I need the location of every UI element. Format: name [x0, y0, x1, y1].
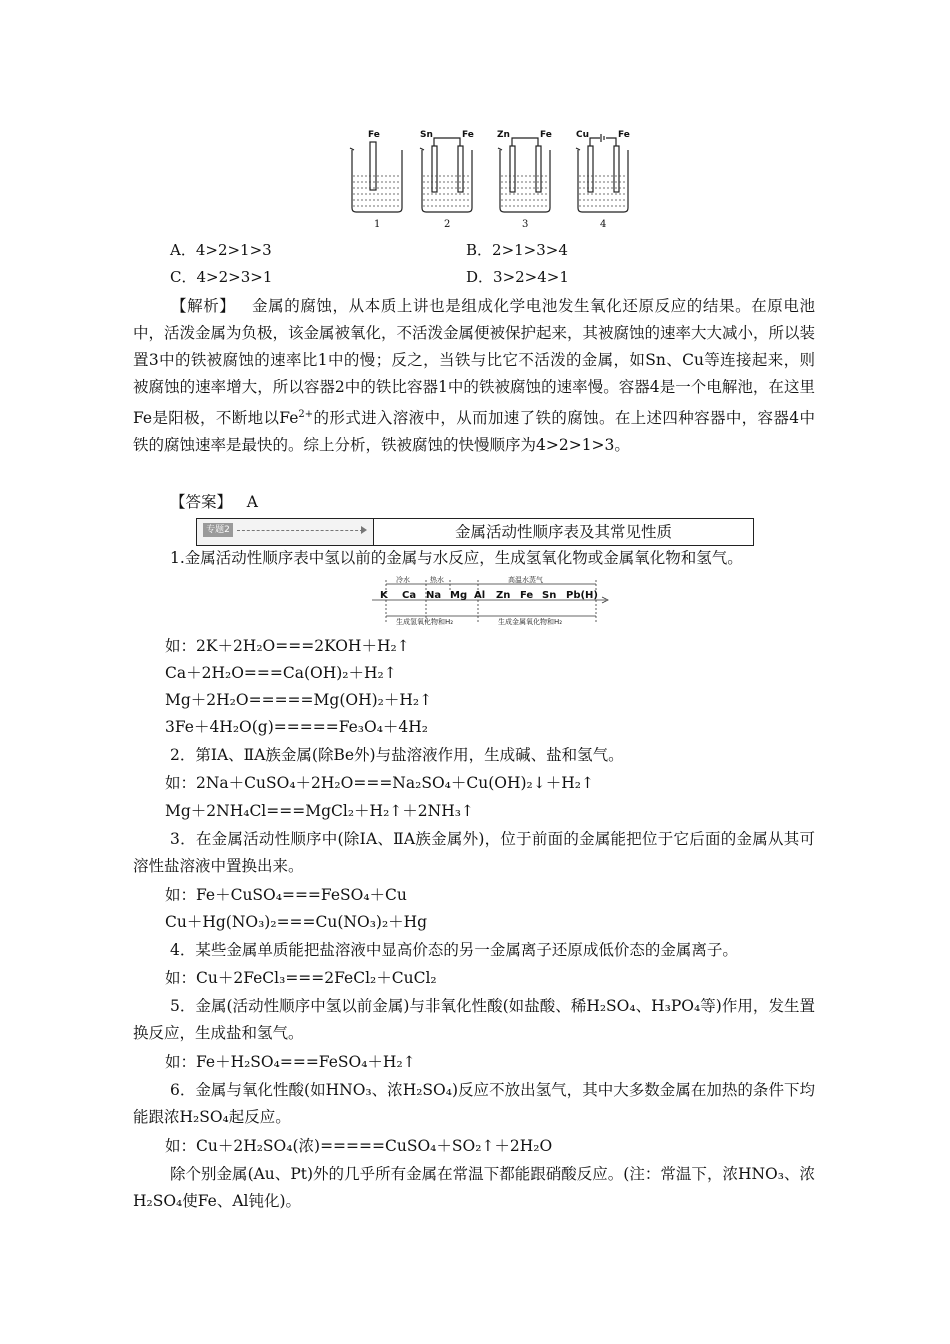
point-3: 3．在金属活动性顺序中(除ⅠA、ⅡA族金属外)，位于前面的金属能把位于它后面的金属从其可溶性盐溶液中置换出来。: [133, 830, 815, 875]
topic-tag: [197, 519, 374, 545]
equation-6: Mg＋2NH₄Cl===MgCl₂＋H₂↑＋2NH₃↑: [165, 802, 474, 820]
point-4: 4．某些金属单质能把盐溶液中显高价态的另一金属离子还原成低价态的金属离子。: [170, 941, 738, 959]
point-2: 2．第ⅠA、ⅡA族金属(除Be外)与盐溶液作用，生成碱、盐和氢气。: [170, 746, 624, 764]
label-fe-3: Fe: [540, 130, 552, 140]
point-6: 6．金属与氧化性酸(如HNO₃、浓H₂SO₄)反应不放出氢气，其中大多数金属在加热的条件下均能跟浓H₂SO₄起反应。: [133, 1081, 815, 1126]
topic-badge: 专题2: [203, 523, 233, 537]
label-sn: Sn: [420, 130, 433, 140]
equation-3: Mg＋2H₂O=====Mg(OH)₂＋H₂↑: [165, 691, 433, 709]
option-a: A．4>2>1>3: [170, 241, 272, 259]
analysis-paragraph: [133, 293, 815, 459]
point-5: 5．金属(活动性顺序中氢以前金属)与非氧化性酸(如盐酸、稀H₂SO₄、H₃PO₄等)作用，发生置换反应，生成盐和氢气。: [133, 997, 815, 1042]
arrow-right-icon: [361, 526, 367, 534]
note-paragraph: 除个别金属(Au、Pt)外的几乎所有金属在常温下都能跟硝酸反应。(注：常温下，浓HNO₃、浓H₂SO₄使Fe、Al钝化)。: [133, 1165, 815, 1210]
label-fe-4: Fe: [618, 130, 630, 140]
equation-11: 如：Cu＋2H₂SO₄(浓)=====CuSO₄＋SO₂↑＋2H₂O: [165, 1137, 553, 1155]
point-1: 1.金属活动性顺序表中氢以前的金属与水反应，生成氢氧化物或金属氧化物和氢气。: [170, 549, 743, 567]
label-hydroxide: 生成氢氧化物和H₂: [396, 618, 454, 626]
beaker-diagram: [340, 128, 630, 232]
beaker-number-3: 3: [522, 219, 529, 230]
metal-zn: Zn: [496, 590, 511, 601]
metal-na: Na: [426, 590, 442, 601]
analysis-label: 【解析】: [171, 297, 236, 315]
metal-fe: Fe: [520, 590, 534, 601]
option-b: B．2>1>3>4: [466, 241, 568, 259]
answer-label: 【答案】: [170, 493, 233, 511]
option-c: C．4>2>3>1: [170, 268, 273, 286]
metal-pb-h: Pb(H): [566, 590, 598, 601]
answer-value: A: [246, 493, 258, 511]
topic-header: [196, 518, 754, 546]
beaker-number-2: 2: [444, 219, 451, 230]
equation-5: 如：2Na＋CuSO₄＋2H₂O===Na₂SO₄＋Cu(OH)₂↓＋H₂↑: [165, 774, 594, 792]
option-d: D．3>2>4>1: [466, 268, 569, 286]
topic-title: 金属活动性顺序表及其常见性质: [454, 523, 672, 541]
label-cold-water: 冷水: [396, 576, 410, 584]
metal-al: Al: [474, 590, 486, 601]
beaker-number-1: 1: [374, 219, 381, 230]
label-fe-2: Fe: [462, 130, 474, 140]
equation-10: 如：Fe＋H₂SO₄===FeSO₄＋H₂↑: [165, 1053, 416, 1071]
label-zn: Zn: [497, 130, 510, 140]
activity-series-svg: [370, 574, 610, 630]
equation-2: Ca＋2H₂O===Ca(OH)₂＋H₂↑: [165, 664, 397, 682]
label-fe-1: Fe: [368, 130, 380, 140]
equation-9: 如：Cu＋2FeCl₃===2FeCl₂＋CuCl₂: [165, 969, 437, 987]
analysis-text-1: 金属的腐蚀，从本质上讲也是组成化学电池发生氧化还原反应的结果。在原电池中，活泼金属为负极，该金属被氧化，不活泼金属便被保护起来，其被腐蚀的速率大大减小，所以装置3中的铁被腐蚀的速率比1中的慢；反之，当铁与比它不活泼的金属，如Sn、Cu等连接起来，则被腐蚀的速率增大，所以容器2中的铁比容器1中的铁被腐蚀的速率慢。容器4是一个电解池，在这里Fe是阳极，不断地以Fe: [133, 297, 816, 427]
metal-ca: Ca: [402, 590, 417, 601]
metal-sn: Sn: [542, 590, 557, 601]
topic-arrow-line: [237, 530, 363, 531]
beaker-number-4: 4: [600, 219, 607, 230]
beaker-figure: [340, 128, 630, 232]
answer-line: [170, 489, 258, 516]
equation-1: 如：2K＋2H₂O===2KOH＋H₂↑: [165, 637, 410, 655]
analysis-text-2: 的形式进入溶液中，从而加速了铁的腐蚀。在上述四种容器中，容器4中铁的腐蚀速率是最快的。综上分析，铁被腐蚀的快慢顺序为4>2>1>3。: [133, 409, 815, 454]
label-hot-water: 热水: [430, 576, 444, 584]
label-oxide: 生成金属氧化物和H₂: [498, 618, 563, 626]
metal-mg: Mg: [450, 590, 468, 601]
metal-k: K: [380, 590, 388, 601]
equation-7: 如：Fe＋CuSO₄===FeSO₄＋Cu: [165, 886, 407, 904]
label-steam: 高温水蒸气: [508, 576, 543, 584]
equation-8: Cu＋Hg(NO₃)₂===Cu(NO₃)₂＋Hg: [165, 913, 428, 931]
analysis-superscript: 2+: [298, 409, 314, 420]
activity-series-diagram: [370, 574, 610, 630]
equation-4: 3Fe＋4H₂O(g)=====Fe₃O₄＋4H₂: [165, 718, 429, 736]
label-cu: Cu: [576, 130, 590, 140]
